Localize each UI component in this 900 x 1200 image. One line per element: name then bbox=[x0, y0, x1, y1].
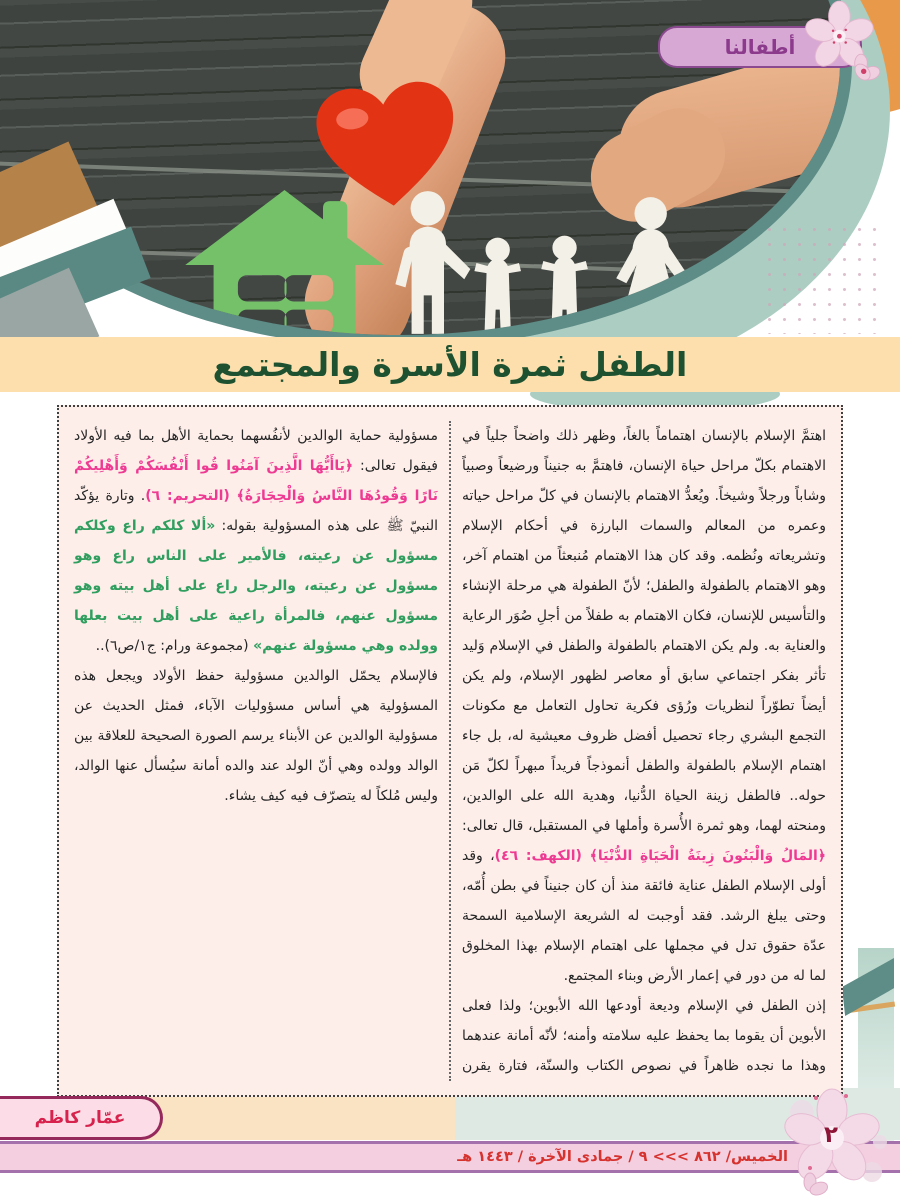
dot-pattern-decoration bbox=[762, 222, 880, 334]
article-paragraph bbox=[74, 661, 438, 811]
paper-house-icon bbox=[180, 188, 388, 335]
footer-date-line: الخميس/ ٨٦٢ >>> ٩ / جمادى الآخرة / ١٤٤٣ هـ bbox=[457, 1149, 788, 1165]
text-segment-hadith: «ألا كلكم راع وكلكم مسؤول عن رعيته، فالأمير على الناس راع وهو مسؤول عن رعيته، والرجل راع على أهل بيته وهو مسؤول عنهم، فالمرأة راعية على أهل بيت بعلها وولده وهي مسؤولة عنهم» bbox=[74, 518, 438, 654]
article-columns bbox=[74, 421, 826, 1081]
article-title-bar bbox=[0, 337, 900, 392]
badge-flower-icon bbox=[798, 0, 888, 94]
page-title: الطفل ثمرة الأسرة والمجتمع bbox=[212, 345, 688, 384]
text-segment-normal: ، وقد أولى الإسلام الطفل عناية فائقة منذ أن كان جنيناً في بطن أُمّه، وحتى يبلغ الرشد. فقد أوجبت له الشريعة الإسلامية السمحة عدّة حقوق تدل في مجملها على اهتمام الإسلام بهذا المخلوق لما له من دور في إعمار الأرض وبناء المجتمع. bbox=[462, 848, 826, 984]
text-segment-normal: فالإسلام يحمّل الوالدين مسؤولية حفظ الأولاد ويجعل هذه المسؤولية هي أساس مسؤوليات الآباء، فمثل الحديث عن مسؤولية الوالدين عن الأبناء يرسم الصورة الصحيحة للعلاقة بين الوالد وولده وهي أنّ الولد عند والده أمانة سيُسأل عنها الوالد، وليس مُلكاً له يتصرّف فيه كيف يشاء. bbox=[74, 668, 438, 804]
text-segment-normal: . وتارة يؤكّد النبيّ ﷺ على هذه المسؤولية بقوله: bbox=[74, 488, 438, 534]
text-segment-quran: ﴿المَالُ وَالْبَنُونَ زِينَةُ الْحَيَاةِ الدُّنْيَا﴾ (الكهف: ٤٦) bbox=[494, 848, 826, 864]
text-segment-normal: اهتمَّ الإسلام بالإنسان اهتماماً بالغاً، وظهر ذلك واضحاً جلياً في الاهتمام بكلّ مراحل حياة الإنسان، فاهتمَّ به جنيناً ورضيعاً وصبياً وشاباً ورجلاً وشيخاً. ويُعدُّ الاهتمام بالإنسان في كلّ مراحل حياته وعمره من المعالم والسمات البارزة في أحكام الإسلام وتشريعاته ونُظمه. وقد كان هذا الاهتمام مُنبعثاً من اهتمام آخر، وهو الاهتمام بالطفولة والطفل؛ لأنّ الطفولة هي مرحلة الإنشاء والتأسيس للإنسان، فكان الاهتمام به طفلاً من أجلِ صُوَر الرعاية والعناية به. ولم يكن الاهتمام بالطفولة والطفل في الإسلام وَليد تأثر بفكر اجتماعي سابق أو معاصر لظهور الإسلام، ولم يكن أيضاً تطوّراً لنظريات ورُؤى فكرية تحاول التعامل مع مكونات التجمع البشري رجاء تحصيل أفضل ظروف معيشية له، بل جاء اهتمام الإسلام بالطفولة والطفل أنموذجاً فريداً مبهراً لكلّ مَن حوله.. فالطفل زينة الحياة الدُّنيا، وهدية الله على الوالدين، ومنحته لهما، وهو ثمرة الأُسرة وأملها في المستقبل، قال تعالى: bbox=[462, 428, 826, 834]
article-body-box bbox=[57, 405, 843, 1097]
article-paragraph bbox=[462, 421, 826, 991]
paper-family-icon bbox=[385, 186, 735, 335]
author-badge bbox=[0, 1096, 163, 1140]
page-number: ٢ bbox=[824, 1122, 839, 1148]
page-number-flower bbox=[780, 1082, 892, 1198]
footer-bar bbox=[0, 1141, 900, 1173]
author-name: عمّار كاظم bbox=[34, 1108, 126, 1128]
text-segment-quran: ﴿يَاأَيُّهَا الَّذِينَ آمَنُوا قُوا أَنْفُسَكُمْ وَأَهْلِيكُمْ نَارًا وَقُودُهَا النَّاسُ وَالْحِجَارَةُ﴾ (التحريم: ٦) bbox=[74, 458, 438, 504]
text-segment-normal: (مجموعة ورام: ج١/ص٦).. bbox=[95, 638, 254, 654]
section-badge-label: أطفالنا bbox=[724, 35, 796, 59]
text-segment-normal: إذن الطفل في الإسلام وديعة أودعها الله الأبوين؛ ولذا فعلى الأبوين أن يقوما بما يحفظ عليه سلامته وأمنه؛ لأنّه أمانة عندهما وهذا ما نجده ظاهراً في نصوص الكتاب والسنّة، فتارة يقرن مسؤولية حماية الوالدين لأنفُسهما بحماية الأهل بما فيه الأولاد فيقول تعالى: bbox=[74, 428, 826, 1074]
